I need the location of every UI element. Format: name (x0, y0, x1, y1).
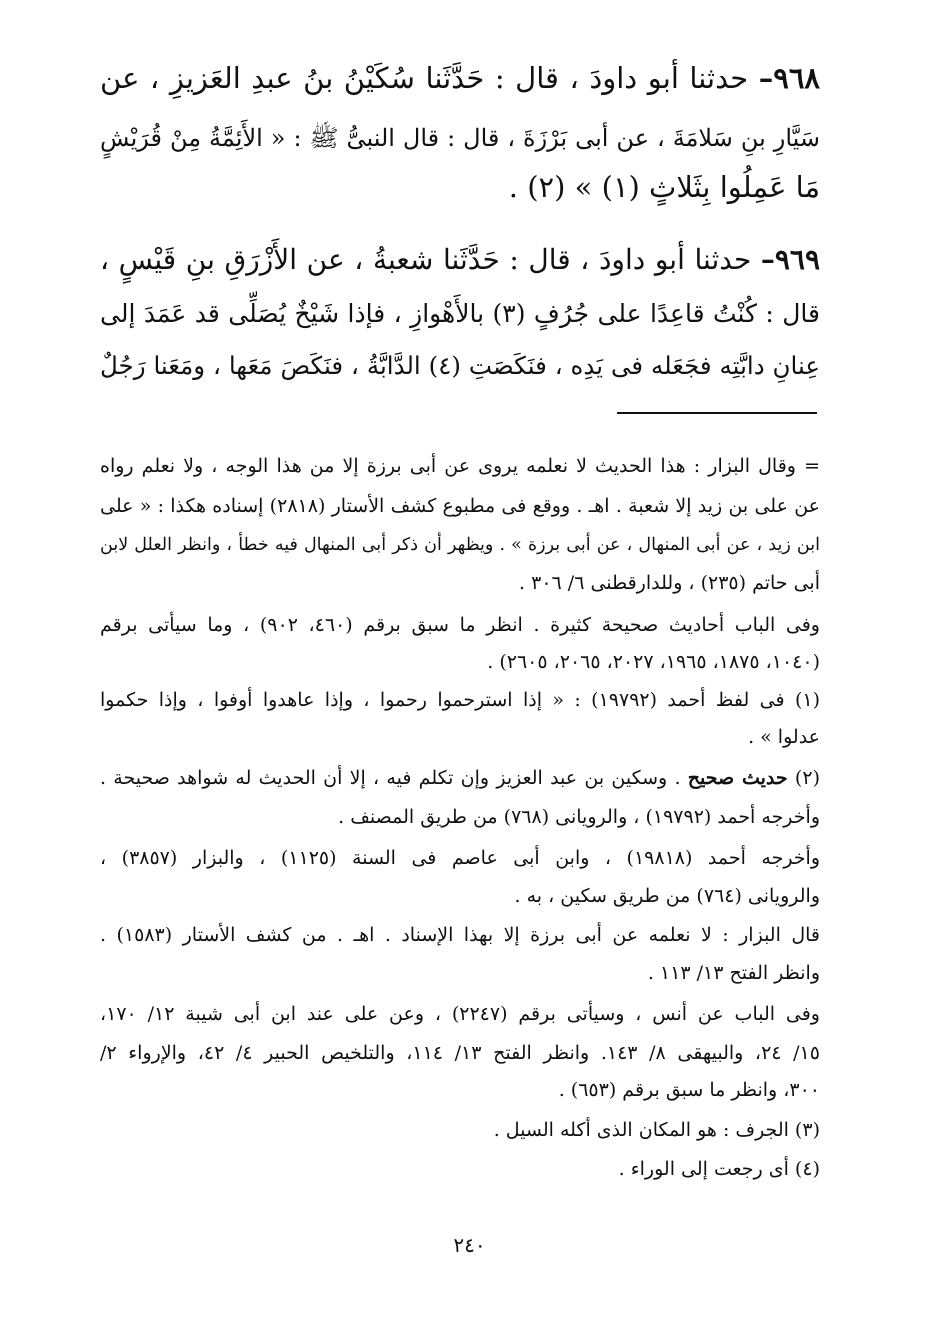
footnote-2-marker: (٢) (794, 767, 820, 789)
footnote-2-line-1 (100, 761, 820, 795)
footnote-2-line-4: والرويانى (٧٦٤) من طريق سكين ، به . (514, 885, 820, 907)
hadith-968-number: ٩٦٨– (758, 61, 820, 95)
footnote-2-line-6: وانظر الفتح ١٣/ ١١٣ . (647, 962, 820, 984)
footnote-bab-line-2: (١٠٤٠، ١٨٧٥، ١٩٦٥، ٢٠٢٧، ٢٠٦٥، ٢٦٠٥) . (487, 651, 820, 673)
hadith-969-line-3: عِنانِ دابَّتِه فجَعَله فى يَدِه ، فنَكَصَتِ (٤) الدَّابَّةُ ، فنَكَصَ مَعَها ، ومَعَنا رَجُلٌ (100, 351, 820, 380)
footnote-4: (٤) أى رجعت إلى الوراء . (618, 1158, 820, 1180)
footnote-2-text: . وسكين بن عبد العزيز وإن تكلم فيه ، إلا أن الحديث له شواهد صحيحة . (100, 767, 681, 789)
footnote-bab-line-1: وفى الباب أحاديث صحيحة كثيرة . انظر ما سبق برقم (٤٦٠، ٩٠٢) ، وما سيأتى برقم (100, 614, 820, 636)
footnote-2-grade: حديث صحيح (687, 767, 788, 789)
footnote-2-line-3: وأخرجه أحمد (١٩٨١٨) ، وابن أبى عاصم فى السنة (١١٢٥) ، والبزار (٣٨٥٧) ، (100, 847, 820, 869)
hadith-969-line-1 (100, 233, 820, 287)
footnote-2-line-5: قال البزار : لا نعلمه عن أبى برزة إلا بهذا الإسناد . اهـ . من كشف الأستار (١٥٨٣) . (100, 924, 821, 946)
footnote-cont-line-1: = وقال البزار : هذا الحديث لا نعلمه يروى عن أبى برزة إلا من هذا الوجه ، ولا نعلم رواه (100, 455, 820, 477)
footnote-1-line-1: (١) فى لفظ أحمد (١٩٧٩٢) : « إذا استرحموا رحموا ، وإذا عاهدوا أوفوا ، وإذا حكموا (100, 689, 820, 711)
footnote-cont-line-2: عن على بن زيد إلا شعبة . اهـ . ووقع فى مطبوع كشف الأستار (٢٨١٨) إسناده هكذا : « على (100, 495, 820, 517)
hadith-968-line-1 (100, 51, 820, 105)
footnote-separator (617, 412, 817, 414)
footnote-cont-line-4: أبى حاتم (٢٣٥) ، وللدارقطنى ٦/ ٣٠٦ . (519, 572, 820, 594)
footnote-2-line-7: وفى الباب عن أنس ، وسيأتى برقم (٢٢٤٧) ، وعن على عند ابن أبى شيبة ١٢/ ١٧٠، (100, 1003, 820, 1025)
footnote-3: (٣) الجرف : هو المكان الذى أكله السيل . (493, 1119, 820, 1141)
footnote-2-line-9: ٣٠٠، وانظر ما سبق برقم (٦٥٣) . (558, 1079, 820, 1101)
footnote-2-line-8: ١٥/ ٢٤، والبيهقى ٨/ ١٤٣. وانظر الفتح ١٣/ ١١٤، والتلخيص الحبير ٤/ ٤٢، والإرواء ٢/ (100, 1042, 820, 1064)
footnote-cont-line-3: ابن زيد ، عن أبى المنهال ، عن أبى برزة » . ويظهر أن ذكر أبى المنهال فيه خطأ ، وانظر العلل لابن (100, 535, 820, 555)
hadith-969-line-2: قال : كُنْتُ قاعِدًا على جُرُفٍ (٣) بالأَهْوازِ ، فإذا شَيْخٌ يُصَلِّى قد عَمَدَ إلى (100, 299, 820, 328)
footnote-2-line-2: وأخرجه أحمد (١٩٧٩٢) ، والرويانى (٧٦٨) من طريق المصنف . (338, 806, 820, 828)
hadith-968-text-1: حدثنا أبو داودَ ، قال : حَدَّثَنا سُكَيْنُ بنُ عبدِ العَزيزِ ، عن (100, 61, 749, 95)
hadith-969-text-1: حدثنا أبو داودَ ، قال : حَدَّثَنا شعبةُ ، عن الأَزْرَقِ بنِ قَيْسٍ ، (100, 243, 752, 276)
hadith-968-line-3: مَا عَمِلُوا بِثَلاثٍ (١) » (٢) . (508, 170, 820, 204)
hadith-968-line-2: سَيَّارِ بنِ سَلامَةَ ، عن أبى بَرْزَةَ ، قال : قال النبىُّ ﷺ : « الأَئِمَّةُ مِنْ قُرَيْشٍ (100, 124, 820, 152)
page-number: ٢٤٠ (453, 1233, 486, 1257)
hadith-969-number: ٩٦٩– (760, 243, 820, 276)
footnote-1-line-2: عدلوا » . (748, 726, 820, 748)
